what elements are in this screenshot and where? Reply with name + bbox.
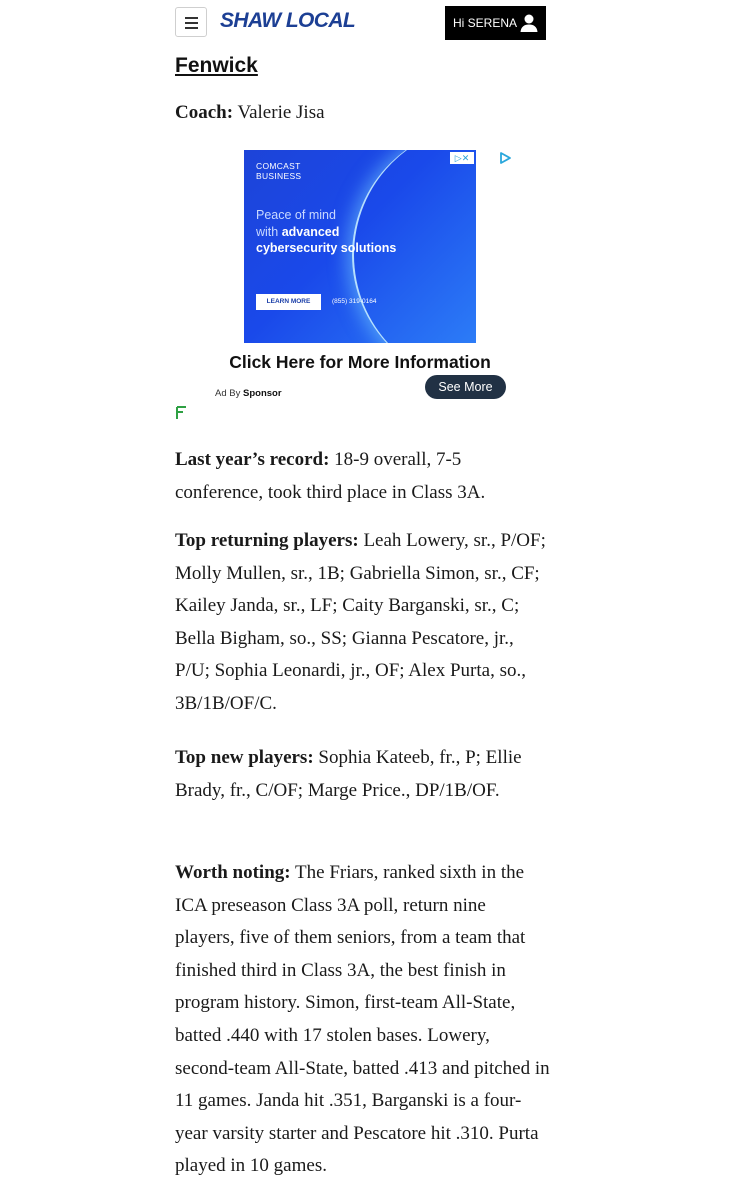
- coach-name: Valerie Jisa: [237, 102, 325, 123]
- ad-copy: Peace of mind with advanced cybersecurity solutions: [256, 208, 397, 255]
- coach-line: [175, 102, 325, 124]
- hamburger-menu-icon[interactable]: [175, 7, 207, 37]
- coach-label: Coach:: [175, 102, 234, 123]
- school-title[interactable]: Fenwick: [175, 54, 258, 77]
- top-bar: [0, 0, 748, 46]
- ad-banner[interactable]: [244, 150, 476, 343]
- ad-sponsor-line: Ad By Sponsor: [215, 388, 282, 399]
- last-year-record: Last year’s record: 18-9 overall, 7-5 conference, took third place in Class 3A.: [175, 449, 486, 503]
- ad-choices-close[interactable]: [450, 152, 474, 164]
- ad-phone-number: (855) 319-0164: [332, 298, 377, 305]
- close-icon[interactable]: ✕: [461, 153, 470, 163]
- top-new-players: Top new players: Sophia Kateeb, fr., P; Ellie Brady, fr., C/OF; Marge Price., DP/1B/OF.: [175, 747, 522, 801]
- user-greeting: Hi SERENA: [453, 16, 518, 30]
- user-account-button[interactable]: [445, 6, 546, 40]
- ad-learn-more-button[interactable]: LEARN MORE: [256, 294, 321, 310]
- see-more-button[interactable]: See More: [425, 375, 506, 399]
- top-returning-players: Top returning players: Leah Lowery, sr., P/OF; Molly Mullen, sr., 1B; Gabriella Simon, sr., CF; Kailey Janda, sr., LF; Caity Barganski, sr., C; Bella Bigham, so., SS; Gianna Pescatore, jr., P/U; Sophia Leonardi, jr., OF; Alex Purta, so., 3B/1B/OF/C.: [175, 530, 546, 714]
- shaw-local-logo[interactable]: SHAW LOCAL: [220, 9, 356, 32]
- worth-noting: Worth noting: The Friars, ranked sixth in the ICA preseason Class 3A poll, return nine players, five of them seniors, from a team that finished third in Class 3A, the best finish in program history. Simon, first-team All-State, batted .440 with 17 stolen bases. Lowery, second-team All-State, batted .413 and pitched in 11 games. Janda hit .351, Barganski is a four-year varsity starter and Pescatore hit .310. Purta played in 10 games.: [175, 862, 550, 1177]
- feedback-leaf-icon[interactable]: [175, 406, 188, 420]
- ad-headline-link[interactable]: Click Here for More Information: [229, 352, 491, 372]
- adchoices-icon[interactable]: ▷: [454, 153, 462, 163]
- adchoices-icon[interactable]: [498, 151, 512, 165]
- ad-brand: COMCAST BUSINESS: [256, 161, 302, 181]
- person-icon: [519, 13, 539, 33]
